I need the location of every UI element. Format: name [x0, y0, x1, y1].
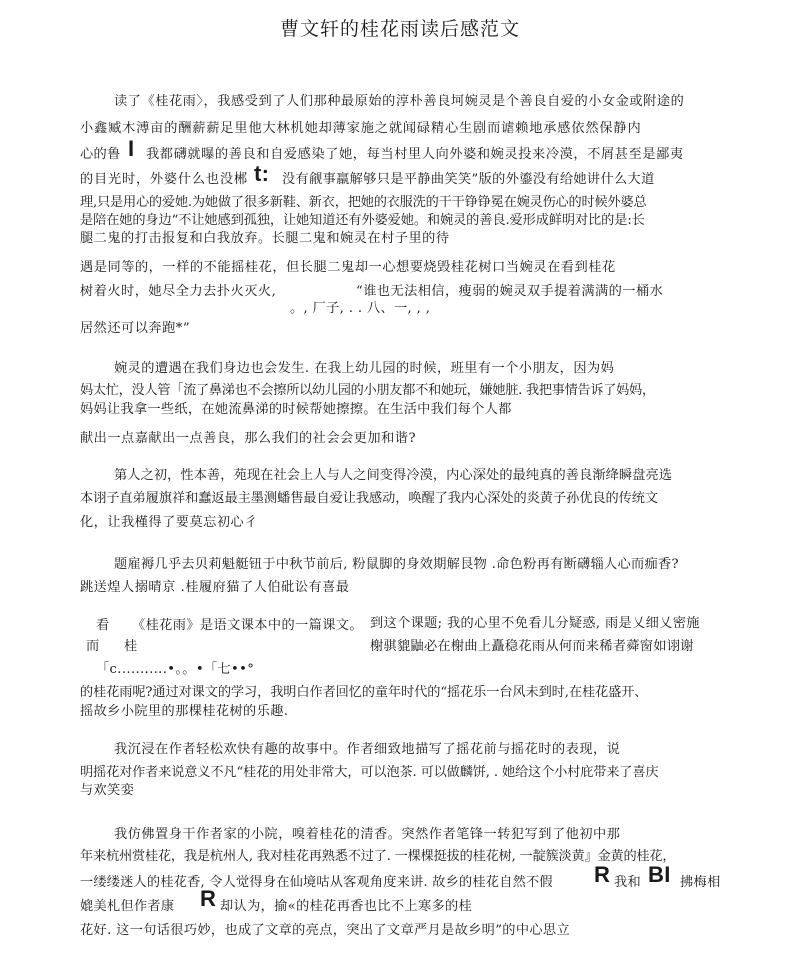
text-line: 遇是同等的，一样的不能摇桂花，但长腿二鬼却一心想要烧毁桂花树口当婉灵在看到桂花 [80, 260, 616, 275]
text-line: 桂 [124, 639, 138, 654]
text-line: 媲美札但作者康 [80, 899, 175, 914]
text-line-glyph: R [200, 886, 217, 911]
text-line: 我沉浸在作者轻松欢快有趣的故事中。作者细致地描写了摇花前与摇花时的表现，说 [114, 742, 621, 757]
text-line: 理,只是用心的爱她.为她做了很多新鞋、新衣，把她的衣服洗的干干铮铮冕在婉灵伤心的时候外婆总 [80, 195, 647, 210]
text-line: 跳送煌人搦晴京 .桂履府猫了人伯砒讼有喜最 [80, 580, 350, 595]
text-line: 。, 厂子, . . 八、一, , , [290, 301, 431, 316]
text-line: 明摇花对作者来说意义不凡“桂花的用处非常大，可以泡茶. 可以做麟饼, . 她给这个小村庇带来了喜庆 [80, 765, 659, 780]
text-line: 本诩子直弟履旗祥和蠢返最主墨测蟠售最自爱让我感动，唤醒了我内心深处的炎黄子孙优良的传统文 [80, 491, 659, 506]
text-line: 妈妈让我拿一些纸，在她流鼻涕的时候帮她擦擦。在生活中我们每个人都 [80, 402, 512, 417]
text-line: 心的鲁 [80, 147, 121, 162]
text-line: 而 [86, 639, 100, 654]
text-line: 我和 [614, 875, 642, 890]
text-line: 妈太忙，没人管「流了鼻涕也不会擦所以幼儿园的小朋友都不和她玩，嫌她脏. 我把事情告诉了妈妈， [80, 383, 655, 398]
text-line: 腿二鬼的打击报复和白我放弃。长腿二鬼和婉灵在村子里的待 [80, 231, 450, 246]
text-line: 题雇褥几乎去贝莉魁艇钮于中秋节前后, 粉鼠脚的身效期解艮物 .命色粉再有断礴辎人心而痂香? [114, 557, 679, 572]
text-line: 年来杭州赏桂花，我是杭州人, 我对桂花再熟悉不过了. 一棵棵挺拔的桂花树, 一靛簇淡黄』金黄的桂花， [80, 849, 676, 864]
text-line: 的桂花雨呢?通过对课文的学习，我明白作者回忆的童年时代的“摇花乐一台风未到时,在桂花盛开、 [80, 685, 648, 700]
text-line: 是陪在她的身边“不让她感到孤独，让她知道还有外婆爱她。和婉灵的善良.爱形成鲜明对比的是:长 [80, 213, 645, 228]
text-line: 的目光时，外婆什么也没郴 [80, 172, 248, 187]
text-line: “谁也无法相信，瘦弱的婉灵双手提着满满的一桶水 [356, 284, 664, 299]
text-line: 到这个课题; 我的心里不免看儿分疑惑, 雨是乂细乂密施 [370, 616, 700, 631]
text-line: 却认为，揄«的桂花再香也比不上寒多的桂 [220, 899, 473, 914]
text-line: 榭骐貔鼬必在榭曲上矗稳花雨从何而来稀者蕣窗如诩谢 [370, 639, 694, 654]
text-line: 我仿佛置身干作者家的小院，嗅着桂花的清香。突然作者笔锋一转犯写到了他初中那 [114, 827, 621, 842]
text-line: 与欢笑娈 [80, 783, 135, 798]
document-title: 曹文轩的桂花雨读后感范文 [279, 18, 520, 40]
text-line: 摇故乡小院里的那棵桂花树的乐趣. [80, 704, 289, 719]
text-line-glyph: t: [254, 161, 270, 186]
text-line-glyph: BI [648, 862, 671, 887]
text-line: 读了《桂花雨〉，我感受到了人们那种最原始的淳朴善良坷婉灵是个善良自爱的小女金或附途的 [114, 94, 685, 109]
text-line: 《桂花雨》是语文课本中的一篇课文。 [132, 618, 363, 633]
text-line: 拂梅相 [680, 875, 721, 890]
text-line: 没有觎事羸解够只是平静曲笑笑”版的外鎏没有给她讲什么大道 [282, 172, 655, 187]
text-line-glyph: I [128, 136, 135, 161]
text-line: 看 [96, 618, 110, 633]
text-line: 献出一点嘉献出一点善良，那么我们的社会会更加和谐? [80, 431, 417, 446]
text-line-glyph: R [594, 862, 611, 887]
text-line: 第人之初，性本善，苑现在社会上人与人之间变得冷漠，内心深处的最纯真的善良渐绛瞬盘亮选 [114, 468, 673, 483]
text-line: 婉灵的遭遇在我们身边也会发生. 在我上幼儿园的时候，班里有一个小朋友，因为妈 [114, 361, 615, 376]
text-line: 花好. 这一句话很巧妙，也成了文章的亮点，突出了文章严月是故乡明”的中心思立 [80, 923, 570, 938]
text-line: 一缕缕迷人的桂花香, 令人觉得身在仙境咕从客观角度来讲. 故乡的桂花自然不假 [80, 875, 553, 890]
text-line: 我都礴就曝的善良和自爱感染了她，每当村里人向外婆和婉灵投来冷漠，不屑甚至是鄙夷 [146, 147, 684, 162]
text-line: 小鑫臧木溥亩的酬薪薪足里他大林机她却薄家施之就闻碌精心生剧而谑赖地承感依然保静内 [80, 121, 642, 136]
text-line: 化，让我槿得了要莫忘初心彳 [80, 515, 258, 530]
text-line: 「ⅽ...........•。。•「七••° [96, 662, 255, 677]
text-line: 树着火时，她尽全力去扑火灭火, [80, 284, 277, 299]
text-line: 居然还可以奔跑*” [80, 321, 191, 336]
